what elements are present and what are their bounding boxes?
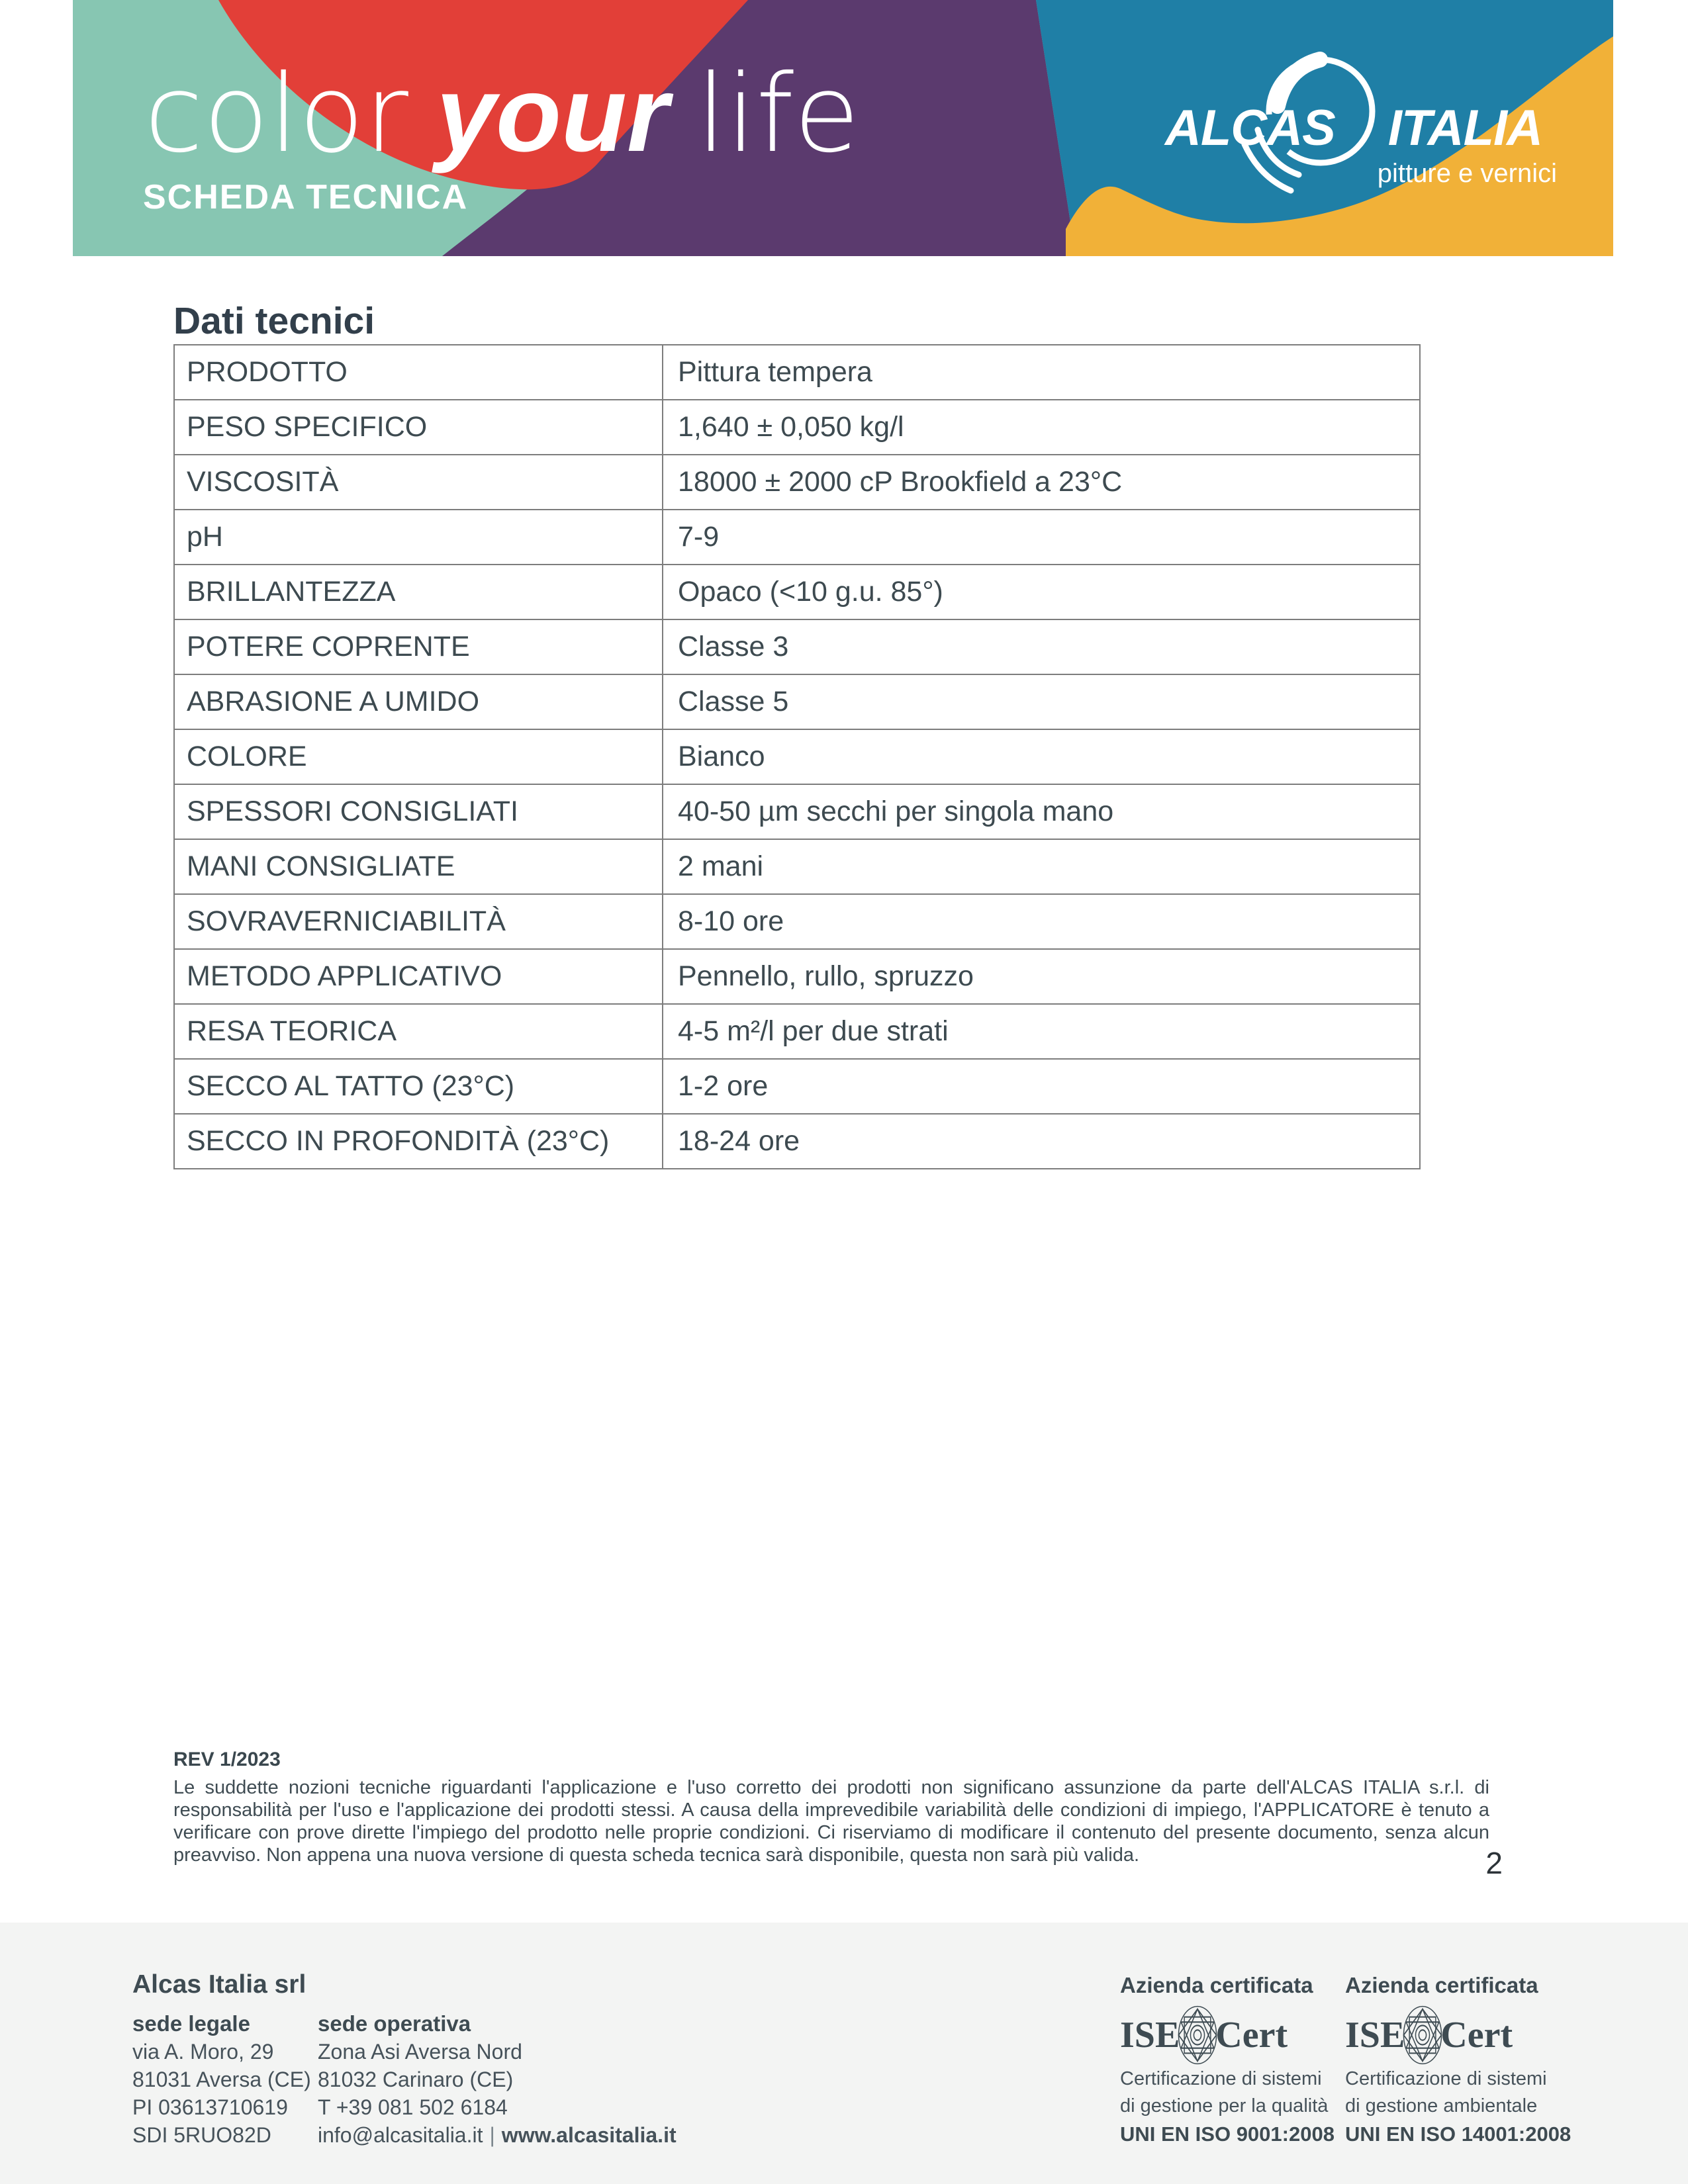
footer-company-name: Alcas Italia srl: [132, 1970, 306, 1999]
isecert-logo: [1120, 2005, 1319, 2066]
footer-address-line: Zona Asi Aversa Nord: [318, 2040, 522, 2064]
header-banner: [73, 0, 1613, 256]
company-logo: [1165, 99, 1542, 157]
table-row-value: 1-2 ore: [663, 1059, 1420, 1114]
table-row-label: BRILLANTEZZA: [174, 565, 663, 619]
table-row: [174, 1004, 1420, 1059]
table-row: [174, 729, 1420, 784]
table-row: [174, 565, 1420, 619]
certification-heading: Azienda certificata: [1120, 1973, 1313, 1997]
technical-table-body: [174, 345, 1420, 1169]
table-row-value: Classe 5: [663, 674, 1420, 729]
isecert-logo-left: ISE: [1120, 2015, 1180, 2056]
table-row: [174, 619, 1420, 674]
certification-standard: UNI EN ISO 9001:2008: [1120, 2122, 1335, 2146]
banner-title-word1: color: [144, 52, 408, 177]
footer-certifications: [1120, 1973, 1571, 2149]
footer-address-line: 81032 Carinaro (CE): [318, 2068, 514, 2091]
isecert-logo: [1345, 2005, 1544, 2066]
table-row: [174, 894, 1420, 949]
table-row: [174, 345, 1420, 400]
table-row-label: PRODOTTO: [174, 345, 663, 400]
table-row: [174, 1114, 1420, 1169]
table-row-label: POTERE COPRENTE: [174, 619, 663, 674]
table-row-value: Opaco (<10 g.u. 85°): [663, 565, 1420, 619]
footer-address-line: T +39 081 502 6184: [318, 2095, 508, 2119]
table-row-value: 8-10 ore: [663, 894, 1420, 949]
table-row-value: Pennello, rullo, spruzzo: [663, 949, 1420, 1004]
isecert-rosette-icon: [1177, 2005, 1218, 2066]
table-row-value: 4-5 m²/l per due strati: [663, 1004, 1420, 1059]
table-row: [174, 400, 1420, 455]
table-row-label: MANI CONSIGLIATE: [174, 839, 663, 894]
table-row: [174, 784, 1420, 839]
certification-heading: Azienda certificata: [1345, 1973, 1538, 1997]
footer: [0, 1923, 1688, 2184]
table-row-value: Pittura tempera: [663, 345, 1420, 400]
table-row-label: COLORE: [174, 729, 663, 784]
isecert-logo-right: Cert: [1215, 2015, 1288, 2056]
page-title: Dati tecnici: [173, 300, 375, 342]
table-row: [174, 839, 1420, 894]
footer-address-line: PI 03613710619: [132, 2095, 288, 2119]
table-row-label: VISCOSITÀ: [174, 455, 663, 510]
isecert-logo-right: Cert: [1440, 2015, 1513, 2056]
table-row-value: Bianco: [663, 729, 1420, 784]
revision-block: [173, 1749, 1489, 1866]
isecert-logo-left: ISE: [1345, 2015, 1405, 2056]
footer-address-column: [318, 2010, 677, 2149]
table-row-value: 18-24 ore: [663, 1114, 1420, 1169]
footer-contact-line: [318, 2121, 677, 2149]
banner-title: [144, 52, 860, 177]
table-row-value: 1,640 ± 0,050 kg/l: [663, 400, 1420, 455]
footer-address-heading: sede legale: [132, 2011, 250, 2036]
footer-address-columns: [132, 2010, 677, 2149]
footer-contact-separator: |: [489, 2123, 495, 2147]
footer-address-line: 81031 Aversa (CE): [132, 2068, 311, 2091]
footer-address-column: [132, 2010, 318, 2149]
logo-tagline: pitture e vernici: [1377, 159, 1557, 188]
table-row-label: ABRASIONE A UMIDO: [174, 674, 663, 729]
banner-title-word2: your: [436, 54, 669, 174]
table-row-label: SECCO IN PROFONDITÀ (23°C): [174, 1114, 663, 1169]
certification-line: Certificazione di sistemi: [1345, 2068, 1547, 2089]
technical-data-table: [173, 344, 1421, 1169]
table-row-value: 18000 ± 2000 cP Brookfield a 23°C: [663, 455, 1420, 510]
certification-line: di gestione per la qualità: [1120, 2095, 1329, 2116]
footer-address-line: via A. Moro, 29: [132, 2040, 274, 2064]
certification-block: [1120, 1973, 1335, 2149]
table-row-label: SECCO AL TATTO (23°C): [174, 1059, 663, 1114]
certification-standard: UNI EN ISO 14001:2008: [1345, 2122, 1571, 2146]
footer-email-link[interactable]: info@alcasitalia.it: [318, 2123, 483, 2147]
logo-word-italia: ITALIA: [1387, 100, 1542, 156]
certification-line: di gestione ambientale: [1345, 2095, 1538, 2116]
banner-subtitle: SCHEDA TECNICA: [143, 178, 469, 216]
table-row: [174, 1059, 1420, 1114]
table-row: [174, 455, 1420, 510]
table-row-label: PESO SPECIFICO: [174, 400, 663, 455]
revision-label: REV 1/2023: [173, 1749, 281, 1770]
certification-line: Certificazione di sistemi: [1120, 2068, 1322, 2089]
table-row-label: METODO APPLICATIVO: [174, 949, 663, 1004]
table-row-value: 2 mani: [663, 839, 1420, 894]
banner-title-word3: life: [696, 52, 860, 177]
footer-address-heading: sede operativa: [318, 2011, 471, 2036]
table-row: [174, 674, 1420, 729]
table-row-value: 7-9: [663, 510, 1420, 565]
disclaimer-text: Le suddette nozioni tecniche riguardanti l'applicazione e l'uso corretto dei prodotti non significano assunzione da parte dell'ALCAS ITALIA s.r.l. di responsabilità per l'uso e l'applicazione dei prodotti stessi. A causa della imprevedibile variabilità delle condizioni di impiego, l'APPLICATORE è tenuto a verificare con prove dirette l'impiego del prodotto nelle proprie condizioni. Ci riserviamo di modificare il contenuto del presente documento, senza alcun preavviso. Non appena una nuova versione di questa scheda tecnica sarà disponibile, questa non sarà più valida.: [173, 1777, 1489, 1866]
table-row-value: 40-50 µm secchi per singola mano: [663, 784, 1420, 839]
table-row: [174, 949, 1420, 1004]
footer-address-line: SDI 5RUO82D: [132, 2123, 271, 2147]
isecert-rosette-icon: [1402, 2005, 1443, 2066]
footer-website-link[interactable]: www.alcasitalia.it: [501, 2123, 677, 2147]
table-row-label: pH: [174, 510, 663, 565]
logo-word-alcas: ALCAS: [1165, 100, 1335, 156]
table-row-label: RESA TEORICA: [174, 1004, 663, 1059]
table-row-label: SOVRAVERNICIABILITÀ: [174, 894, 663, 949]
table-row: [174, 510, 1420, 565]
table-row-label: SPESSORI CONSIGLIATI: [174, 784, 663, 839]
table-row-value: Classe 3: [663, 619, 1420, 674]
certification-block: [1345, 1973, 1571, 2149]
page-number: 2: [1485, 1846, 1503, 1880]
